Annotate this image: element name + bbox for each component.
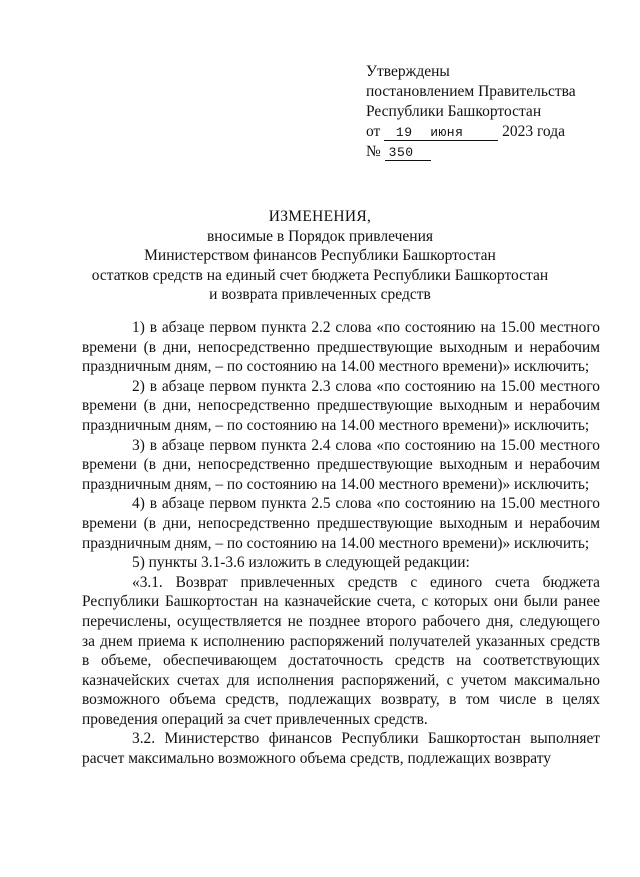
- heading-line-2: вносимые в Порядок привлечения: [206, 227, 434, 245]
- number-prefix: №: [366, 143, 381, 160]
- approval-line-1: Утверждены: [366, 63, 450, 80]
- paragraph-1: 1) в абзаце первом пункта 2.2 слова «по состоянию на 15.00 местного времени (в дни, непосредственно предшествующие выходным и нерабочим праздничным дням, – по состоянию на 14.00 местного времени)» исключить;: [82, 319, 600, 376]
- paragraph-4: 4) в абзаце первом пункта 2.5 слова «по состоянию на 15.00 местного времени (в дни, непосредственно предшествующие выходным и нерабочим праздничным дням, – по состоянию на 14.00 местного времени)» исключить;: [82, 495, 600, 552]
- approval-date-line: [366, 122, 576, 142]
- approval-block: [366, 62, 576, 162]
- heading-line-4: остатков средств на единый счет бюджета Республики Башкортостан: [91, 266, 549, 284]
- date-day-field: 19: [384, 126, 424, 141]
- date-year: 2023 года: [502, 123, 565, 140]
- paragraph-7: 3.2. Министерство финансов Республики Башкортостан выполняет расчет максимально возможного объема средств, подлежащих возврату: [82, 730, 600, 768]
- heading-line-5: и возврата привлеченных средств: [209, 286, 431, 303]
- approval-line-2: постановлением Правительства: [366, 83, 576, 100]
- paragraph-2: 2) в абзаце первом пункта 2.3 слова «по состоянию на 15.00 местного времени (в дни, непосредственно предшествующие выходным и нерабочим праздничным дням, – по состоянию на 14.00 местного времени)» исключить;: [82, 377, 600, 434]
- heading-title: ИЗМЕНЕНИЯ,: [268, 208, 372, 225]
- number-field: 350: [385, 146, 431, 161]
- heading-line-3: Министерством финансов Республики Башкортостан: [144, 247, 496, 264]
- approval-number-line: [366, 142, 576, 162]
- paragraph-5: 5) пункты 3.1-3.6 изложить в следующей редакции:: [132, 554, 470, 572]
- date-month-field: июня: [424, 126, 498, 141]
- document-heading: [82, 207, 558, 305]
- paragraph-6: «3.1. Возврат привлеченных средств с единого счета бюджета Республики Башкортостан на казначейские счета, с которых они были ранее перечислены, осуществляется не позднее второго рабочего дня, следующего за днем приема к исполнению распоряжений получателей указанных средств в объеме, обеспечивающем достаточность средств на соответствующих казначейских счетах для исполнения распоряжений, с учетом максимально возможного объема средств, подлежащих возврату, в том числе в целях проведения операций за счет привлеченных средств.: [82, 573, 600, 728]
- paragraph-3: 3) в абзаце первом пункта 2.4 слова «по состоянию на 15.00 местного времени (в дни, непосредственно предшествующие выходным и нерабочим праздничным дням, – по состоянию на 14.00 местного времени)» исключить;: [82, 436, 600, 493]
- date-prefix: от: [366, 123, 381, 140]
- approval-line-3: Республики Башкортостан: [366, 103, 542, 120]
- document-body: [82, 318, 600, 769]
